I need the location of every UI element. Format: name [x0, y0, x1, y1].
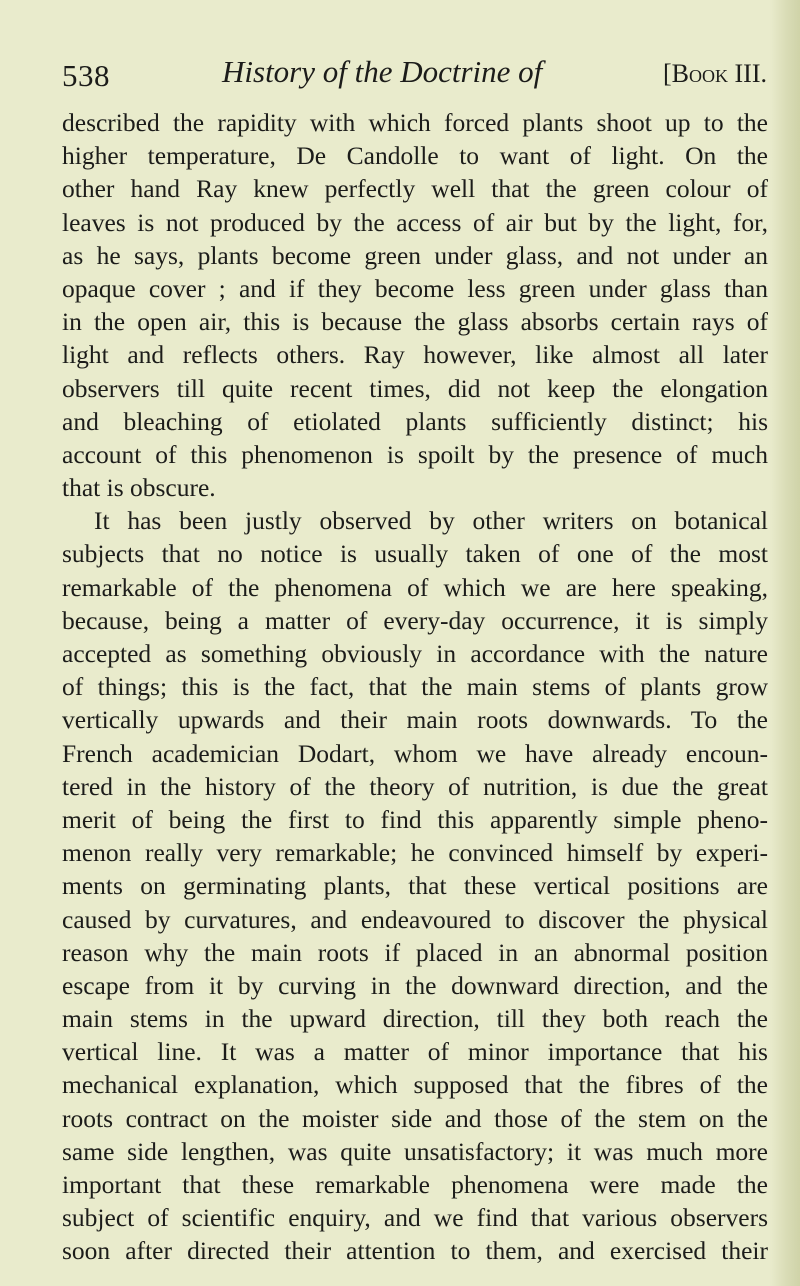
text-line: of things; this is the fact, that the main stems of plants grow	[62, 672, 768, 702]
text-line: account of this phenomenon is spoilt by the presence of much	[62, 439, 768, 469]
running-header	[62, 50, 767, 94]
page-edge-shadow	[770, 0, 800, 1286]
text-line: because, being a matter of every-day occurrence, it is simply	[62, 605, 768, 635]
text-line: as he says, plants become green under glass, and not under an	[62, 240, 768, 270]
text-line: mechanical explanation, which supposed that the fibres of the	[62, 1070, 768, 1100]
text-line: leaves is not produced by the access of air but by the light, for,	[62, 207, 768, 237]
text-line: important that these remarkable phenomena were made the	[62, 1170, 768, 1199]
text-line: described the rapidity with which forced plants shoot up to the	[62, 108, 768, 137]
book-reference	[663, 59, 767, 89]
book-ref-bracket: [	[663, 59, 672, 88]
body-text	[62, 106, 768, 1268]
text-line: remarkable of the phenomena of which we are here speaking,	[62, 572, 768, 602]
text-line: main stems in the upward direction, till they both reach the	[62, 1004, 768, 1034]
running-title: History of the Doctrine of	[222, 54, 543, 89]
text-line: subjects that no notice is usually taken of one of the most	[62, 539, 768, 569]
text-line: and bleaching of etiolated plants sufficiently distinct; his	[62, 406, 768, 436]
text-line: menon really very remarkable; he convinced himself by experi-	[62, 838, 768, 868]
text-line: escape from it by curving in the downward direction, and the	[62, 970, 768, 1000]
text-line: vertically upwards and their main roots downwards. To the	[62, 705, 768, 735]
text-line: in the open air, this is because the glass absorbs certain rays of	[62, 307, 768, 337]
text-line: ments on germinating plants, that these vertical positions are	[62, 871, 768, 901]
text-line: tered in the history of the theory of nutrition, is due the great	[62, 771, 768, 801]
text-line: subject of scientific enquiry, and we find that various observers	[62, 1203, 768, 1233]
text-line: It has been justly observed by other writers on botanical	[94, 506, 768, 536]
paragraph	[62, 504, 768, 1267]
text-line: soon after directed their attention to them, and exercised their	[62, 1236, 768, 1266]
text-line: observers till quite recent times, did not keep the elongation	[62, 373, 768, 403]
text-line: reason why the main roots if placed in an abnormal position	[62, 937, 768, 967]
text-line: French academician Dodart, whom we have already encoun-	[62, 738, 768, 768]
text-line: roots contract on the moister side and those of the stem on the	[62, 1103, 768, 1133]
text-line: opaque cover ; and if they become less green under glass than	[62, 273, 768, 303]
paragraph	[62, 106, 768, 504]
page-number: 538	[62, 58, 110, 93]
text-line: accepted as something obviously in accordance with the nature	[62, 639, 768, 668]
text-line: caused by curvatures, and endeavoured to discover the physical	[62, 904, 768, 934]
text-line: higher temperature, De Candolle to want of light. On the	[62, 141, 768, 171]
text-line: same side lengthen, was quite unsatisfactory; it was much more	[62, 1136, 768, 1166]
text-line: that is obscure.	[62, 473, 216, 503]
book-ref-number: III.	[728, 59, 767, 88]
text-line: merit of being the first to find this apparently simple pheno-	[62, 804, 768, 834]
book-ref-word: Book	[671, 59, 729, 88]
text-line: light and reflects others. Ray however, like almost all later	[62, 340, 768, 370]
text-line: vertical line. It was a matter of minor importance that his	[62, 1037, 768, 1067]
text-line: other hand Ray knew perfectly well that the green colour of	[62, 174, 768, 204]
